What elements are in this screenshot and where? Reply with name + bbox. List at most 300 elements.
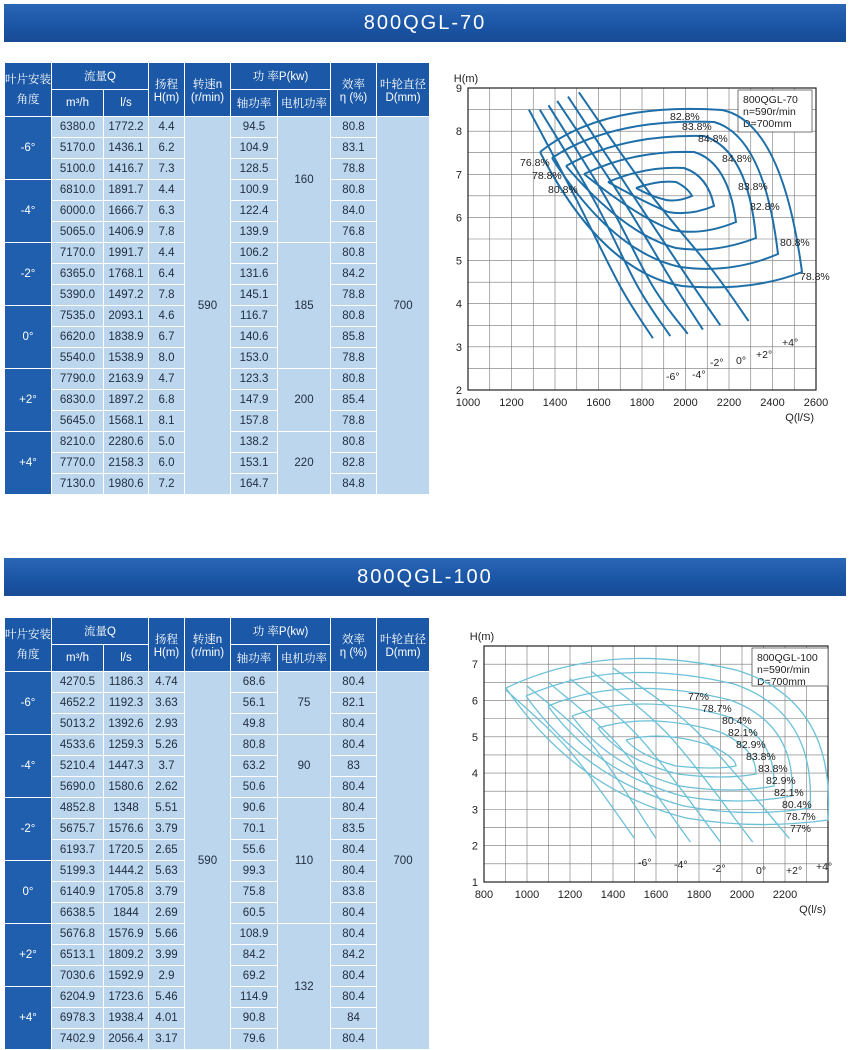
flow-m3h-cell: 4533.6 [52,735,104,756]
flow-m3h-cell: 5199.3 [52,861,104,882]
info-box [752,648,828,688]
efficiency-label: 78.8% [532,170,562,182]
flow-ls-cell: 1991.7 [104,243,149,264]
head-cell: 4.6 [149,306,185,327]
efficiency-cell: 80.4 [331,966,377,987]
diameter-cell: 700 [377,117,430,495]
motor-power-cell: 185 [278,243,331,369]
flow-ls-cell: 1348 [104,798,149,819]
x-tick-label: 1400 [542,397,568,409]
efficiency-cell: 80.8 [331,369,377,390]
header-efficiency-unit: η (%) [339,91,368,104]
y-tick-label: 4 [471,768,478,781]
y-tick-label: 2 [471,840,478,853]
blade-angle-cell: -2° [5,243,52,306]
header-speed-label: 转速n [192,78,223,91]
flow-m3h-cell: 5676.8 [52,924,104,945]
efficiency-cell: 83.5 [331,819,377,840]
head-cell: 6.0 [149,453,185,474]
efficiency-label: 77% [790,823,812,835]
flow-ls-cell: 1723.6 [104,987,149,1008]
efficiency-cell: 78.8 [331,285,377,306]
shaft-power-cell: 164.7 [231,474,278,495]
angle-label: 0° [756,865,767,877]
flow-ls-cell: 2158.3 [104,453,149,474]
performance-chart [452,62,842,442]
performance-chart [456,620,848,920]
flow-m3h-cell: 6620.0 [52,327,104,348]
header-efficiency-unit: η (%) [339,646,368,659]
efficiency-cell: 84.2 [331,945,377,966]
efficiency-cell: 80.4 [331,861,377,882]
chart-grid [468,88,816,390]
flow-m3h-cell: 6978.3 [52,1008,104,1029]
shaft-power-cell: 79.6 [231,1029,278,1050]
flow-ls-cell: 1192.3 [104,693,149,714]
efficiency-label: 83.8% [738,181,768,193]
header-efficiency-label: 效率 [342,633,365,646]
header-flow-m3h: m³/h [52,90,104,117]
angle-curve [570,679,721,842]
efficiency-cell: 80.8 [331,117,377,138]
efficiency-label: 78.7% [702,703,732,715]
head-cell: 2.93 [149,714,185,735]
head-cell: 3.79 [149,882,185,903]
y-axis-label: H(m) [469,631,495,643]
flow-ls-cell: 1891.7 [104,180,149,201]
header-power: 功 率P(kw) [231,618,331,645]
speed-cell: 590 [185,672,231,1050]
shaft-power-cell: 153.0 [231,348,278,369]
shaft-power-cell: 75.8 [231,882,278,903]
x-axis-label: Q(l/S) [785,412,814,424]
shaft-power-cell: 84.2 [231,945,278,966]
flow-m3h-cell: 5690.0 [52,777,104,798]
motor-power-cell: 132 [278,924,331,1050]
head-cell: 5.51 [149,798,185,819]
head-cell: 2.62 [149,777,185,798]
head-cell: 5.66 [149,924,185,945]
flow-m3h-cell: 5390.0 [52,285,104,306]
head-cell: 4.7 [149,369,185,390]
efficiency-label: 83.8% [682,121,712,133]
efficiency-cell: 80.8 [331,243,377,264]
flow-ls-cell: 1980.6 [104,474,149,495]
info-line: n=590r/min [757,664,810,676]
motor-power-cell: 220 [278,432,331,495]
header-speed [185,63,231,117]
header-motor-power: 电机功率 [278,90,331,117]
efficiency-cell: 80.4 [331,903,377,924]
flow-ls-cell: 2163.9 [104,369,149,390]
efficiency-cell: 80.4 [331,714,377,735]
header-flow-m3h: m³/h [52,645,104,672]
flow-ls-cell: 1666.7 [104,201,149,222]
header-efficiency [331,63,377,117]
efficiency-label: 82.9% [736,739,766,751]
shaft-power-cell: 128.5 [231,159,278,180]
shaft-power-cell: 153.1 [231,453,278,474]
x-tick-label: 1200 [499,397,524,409]
flow-m3h-cell: 4270.5 [52,672,104,693]
flow-ls-cell: 1938.4 [104,1008,149,1029]
blade-angle-cell: 0° [5,861,52,924]
flow-m3h-cell: 4652.2 [52,693,104,714]
y-tick-label: 5 [471,731,478,744]
efficiency-cell: 80.4 [331,798,377,819]
blade-angle-cell: 0° [5,306,52,369]
flow-ls-cell: 1580.6 [104,777,149,798]
header-head-unit: H(m) [153,646,180,659]
header-head-unit: H(m) [153,91,180,104]
efficiency-label: 82.9% [766,775,796,787]
y-tick-label: 2 [455,385,462,397]
flow-m3h-cell: 7170.0 [52,243,104,264]
shaft-power-cell: 50.6 [231,777,278,798]
header-speed [185,618,231,672]
efficiency-label: 82.8% [670,111,700,123]
info-line: D=700mm [757,676,806,688]
head-cell: 4.4 [149,180,185,201]
angle-label: +4° [782,337,799,349]
efficiency-cell: 80.8 [331,180,377,201]
performance-table [4,617,430,1050]
head-cell: 7.8 [149,222,185,243]
motor-power-cell: 160 [278,117,331,243]
motor-power-cell: 200 [278,369,331,432]
flow-m3h-cell: 5210.4 [52,756,104,777]
efficiency-cell: 83.8 [331,882,377,903]
flow-ls-cell: 2093.1 [104,306,149,327]
shaft-power-cell: 56.1 [231,693,278,714]
angle-label: +2° [756,349,773,361]
head-cell: 3.17 [149,1029,185,1050]
efficiency-cell: 80.4 [331,1029,377,1050]
efficiency-cell: 85.8 [331,327,377,348]
header-blade-angle: 叶片安装角度 [5,618,52,672]
head-cell: 3.63 [149,693,185,714]
shaft-power-cell: 55.6 [231,840,278,861]
efficiency-label: 76.8% [520,157,550,169]
x-tick-label: 1000 [455,397,481,409]
y-tick-label: 3 [455,341,462,354]
flow-m3h-cell: 7030.6 [52,966,104,987]
angle-curves [529,92,749,338]
efficiency-cell: 84 [331,1008,377,1029]
flow-m3h-cell: 7790.0 [52,369,104,390]
y-axis-label: H(m) [453,73,479,85]
info-line: n=590r/min [743,106,796,118]
efficiency-label: 78.8% [800,271,830,283]
efficiency-label: 82.1% [774,787,804,799]
flow-m3h-cell: 6810.0 [52,180,104,201]
angle-label: +4° [816,861,833,873]
blade-angle-cell: -2° [5,798,52,861]
flow-ls-cell: 1497.2 [104,285,149,306]
header-efficiency [331,618,377,672]
efficiency-label: 84.8% [722,153,752,165]
flow-ls-cell: 1436.1 [104,138,149,159]
shaft-power-cell: 123.3 [231,369,278,390]
shaft-power-cell: 147.9 [231,390,278,411]
efficiency-label: 82.1% [728,727,758,739]
header-speed-unit: (r/min) [190,646,225,659]
y-tick-label: 5 [455,255,462,268]
head-cell: 7.3 [149,159,185,180]
model-title: 800QGL-70 [363,12,487,34]
shaft-power-cell: 139.9 [231,222,278,243]
x-tick-label: 2200 [772,889,798,901]
efficiency-cell: 80.4 [331,924,377,945]
flow-ls-cell: 1592.9 [104,966,149,987]
head-cell: 3.79 [149,819,185,840]
speed-cell: 590 [185,117,231,495]
efficiency-cell: 85.4 [331,390,377,411]
shaft-power-cell: 106.2 [231,243,278,264]
shaft-power-cell: 70.1 [231,819,278,840]
efficiency-cell: 78.8 [331,159,377,180]
head-cell: 4.4 [149,117,185,138]
flow-ls-cell: 1772.2 [104,117,149,138]
flow-m3h-cell: 5100.0 [52,159,104,180]
head-cell: 6.4 [149,264,185,285]
blade-angle-cell: +2° [5,924,52,987]
flow-m3h-cell: 6140.9 [52,882,104,903]
x-tick-label: 800 [474,889,494,901]
shaft-power-cell: 157.8 [231,411,278,432]
flow-m3h-cell: 5540.0 [52,348,104,369]
shaft-power-cell: 69.2 [231,966,278,987]
y-tick-label: 1 [471,877,478,889]
x-tick-label: 2200 [716,397,742,409]
y-tick-label: 7 [471,659,478,672]
header-power: 功 率P(kw) [231,63,331,90]
efficiency-label: 78.7% [786,811,816,823]
flow-ls-cell: 1259.3 [104,735,149,756]
header-blade-angle: 叶片安装角度 [5,63,52,117]
y-tick-label: 9 [455,83,462,95]
header-flow-ls: l/s [104,90,149,117]
angle-label: -2° [710,357,724,369]
flow-ls-cell: 1392.6 [104,714,149,735]
header-flow: 流量Q [52,618,149,645]
efficiency-label: 83.8% [746,751,776,763]
shaft-power-cell: 60.5 [231,903,278,924]
efficiency-cell: 78.8 [331,348,377,369]
head-cell: 5.46 [149,987,185,1008]
shaft-power-cell: 68.6 [231,672,278,693]
header-head-label: 扬程 [155,633,178,646]
flow-ls-cell: 1576.9 [104,924,149,945]
x-axis-label: Q(l/s) [799,904,826,916]
shaft-power-cell: 90.6 [231,798,278,819]
flow-m3h-cell: 6365.0 [52,264,104,285]
angle-label: -6° [666,371,680,383]
flow-ls-cell: 1705.8 [104,882,149,903]
shaft-power-cell: 140.6 [231,327,278,348]
diameter-cell: 700 [377,672,430,1050]
efficiency-cell: 80.8 [331,306,377,327]
model-title-banner [4,4,846,42]
table-row [5,117,430,138]
header-head [149,63,185,117]
info-line: D=700mm [743,118,792,130]
angle-label: -6° [638,857,652,869]
efficiency-cell: 82.1 [331,693,377,714]
header-diameter-unit: D(mm) [385,91,421,104]
head-cell: 8.0 [149,348,185,369]
efficiency-label: 80.4% [722,715,752,727]
y-tick-label: 6 [455,212,462,225]
shaft-power-cell: 145.1 [231,285,278,306]
x-tick-label: 1600 [586,397,611,409]
flow-ls-cell: 1897.2 [104,390,149,411]
head-cell: 4.01 [149,1008,185,1029]
performance-table [4,62,430,495]
y-tick-label: 4 [455,298,462,311]
angle-label: 0° [736,355,747,367]
head-cell: 3.7 [149,756,185,777]
shaft-power-cell: 131.6 [231,264,278,285]
efficiency-label: 80.4% [782,799,812,811]
y-tick-label: 3 [471,804,478,817]
x-tick-label: 2000 [673,397,698,409]
flow-ls-cell: 1186.3 [104,672,149,693]
flow-m3h-cell: 6193.7 [52,840,104,861]
flow-m3h-cell: 6513.1 [52,945,104,966]
efficiency-cell: 78.8 [331,411,377,432]
header-shaft-power: 轴功率 [231,645,278,672]
header-shaft-power: 轴功率 [231,90,278,117]
efficiency-cell: 80.4 [331,735,377,756]
header-diameter-label: 叶轮直径 [380,633,426,646]
angle-label: +2° [786,865,803,877]
efficiency-cell: 83 [331,756,377,777]
y-tick-label: 6 [471,695,478,708]
efficiency-cell: 83.1 [331,138,377,159]
efficiency-label: 83.8% [758,763,788,775]
table-row [5,672,430,693]
shaft-power-cell: 114.9 [231,987,278,1008]
head-cell: 7.2 [149,474,185,495]
efficiency-cell: 80.8 [331,432,377,453]
x-tick-label: 1200 [557,889,583,901]
shaft-power-cell: 100.9 [231,180,278,201]
efficiency-label: 82.8% [750,201,780,213]
motor-power-cell: 110 [278,798,331,924]
head-cell: 2.65 [149,840,185,861]
flow-ls-cell: 1809.2 [104,945,149,966]
shaft-power-cell: 116.7 [231,306,278,327]
flow-m3h-cell: 6204.9 [52,987,104,1008]
x-tick-label: 1800 [629,397,655,409]
y-tick-label: 7 [455,169,462,182]
flow-m3h-cell: 5675.7 [52,819,104,840]
header-speed-label: 转速n [192,633,223,646]
flow-ls-cell: 1768.1 [104,264,149,285]
x-tick-label: 2400 [760,397,785,409]
header-diameter-unit: D(mm) [385,646,421,659]
motor-power-cell: 90 [278,735,331,798]
flow-ls-cell: 1838.9 [104,327,149,348]
shaft-power-cell: 99.3 [231,861,278,882]
flow-m3h-cell: 7130.0 [52,474,104,495]
head-cell: 5.0 [149,432,185,453]
flow-m3h-cell: 7535.0 [52,306,104,327]
efficiency-cell: 82.8 [331,453,377,474]
x-tick-label: 2600 [803,397,829,409]
x-tick-label: 2000 [729,889,755,901]
blade-angle-cell: -4° [5,735,52,798]
flow-ls-cell: 2056.4 [104,1029,149,1050]
head-cell: 2.9 [149,966,185,987]
header-head [149,618,185,672]
flow-m3h-cell: 5170.0 [52,138,104,159]
head-cell: 4.74 [149,672,185,693]
flow-m3h-cell: 5065.0 [52,222,104,243]
efficiency-cell: 80.4 [331,672,377,693]
efficiency-label: 84.8% [698,133,728,145]
flow-m3h-cell: 4852.8 [52,798,104,819]
info-line: 800QGL-100 [757,652,818,664]
x-tick-label: 1000 [514,889,540,901]
flow-ls-cell: 1568.1 [104,411,149,432]
flow-ls-cell: 1720.5 [104,840,149,861]
head-cell: 6.7 [149,327,185,348]
flow-m3h-cell: 5013.2 [52,714,104,735]
head-cell: 6.2 [149,138,185,159]
model-title-banner [4,558,846,596]
efficiency-cell: 84.0 [331,201,377,222]
efficiency-cell: 84.8 [331,474,377,495]
model-title: 800QGL-100 [357,566,493,588]
efficiency-cell: 80.4 [331,840,377,861]
flow-ls-cell: 1416.7 [104,159,149,180]
header-efficiency-label: 效率 [342,78,365,91]
shaft-power-cell: 80.8 [231,735,278,756]
blade-angle-cell: -4° [5,180,52,243]
shaft-power-cell: 122.4 [231,201,278,222]
head-cell: 5.26 [149,735,185,756]
blade-angle-cell: +4° [5,987,52,1050]
head-cell: 4.4 [149,243,185,264]
head-cell: 8.1 [149,411,185,432]
shaft-power-cell: 49.8 [231,714,278,735]
shaft-power-cell: 108.9 [231,924,278,945]
efficiency-cell: 84.2 [331,264,377,285]
efficiency-label: 77% [688,691,710,703]
blade-angle-cell: +2° [5,369,52,432]
efficiency-label: 80.8% [780,237,810,249]
shaft-power-cell: 104.9 [231,138,278,159]
shaft-power-cell: 94.5 [231,117,278,138]
shaft-power-cell: 63.2 [231,756,278,777]
flow-ls-cell: 1444.2 [104,861,149,882]
flow-m3h-cell: 5645.0 [52,411,104,432]
x-tick-label: 1600 [643,889,669,901]
x-tick-label: 1400 [600,889,626,901]
efficiency-cell: 80.4 [331,777,377,798]
x-tick-label: 1800 [686,889,712,901]
angle-label: -2° [712,863,726,875]
flow-m3h-cell: 6000.0 [52,201,104,222]
angle-label: -4° [674,859,688,871]
efficiency-cell: 76.8 [331,222,377,243]
head-cell: 5.63 [149,861,185,882]
flow-ls-cell: 1538.9 [104,348,149,369]
header-speed-unit: (r/min) [190,91,225,104]
angle-label: -4° [692,369,706,381]
